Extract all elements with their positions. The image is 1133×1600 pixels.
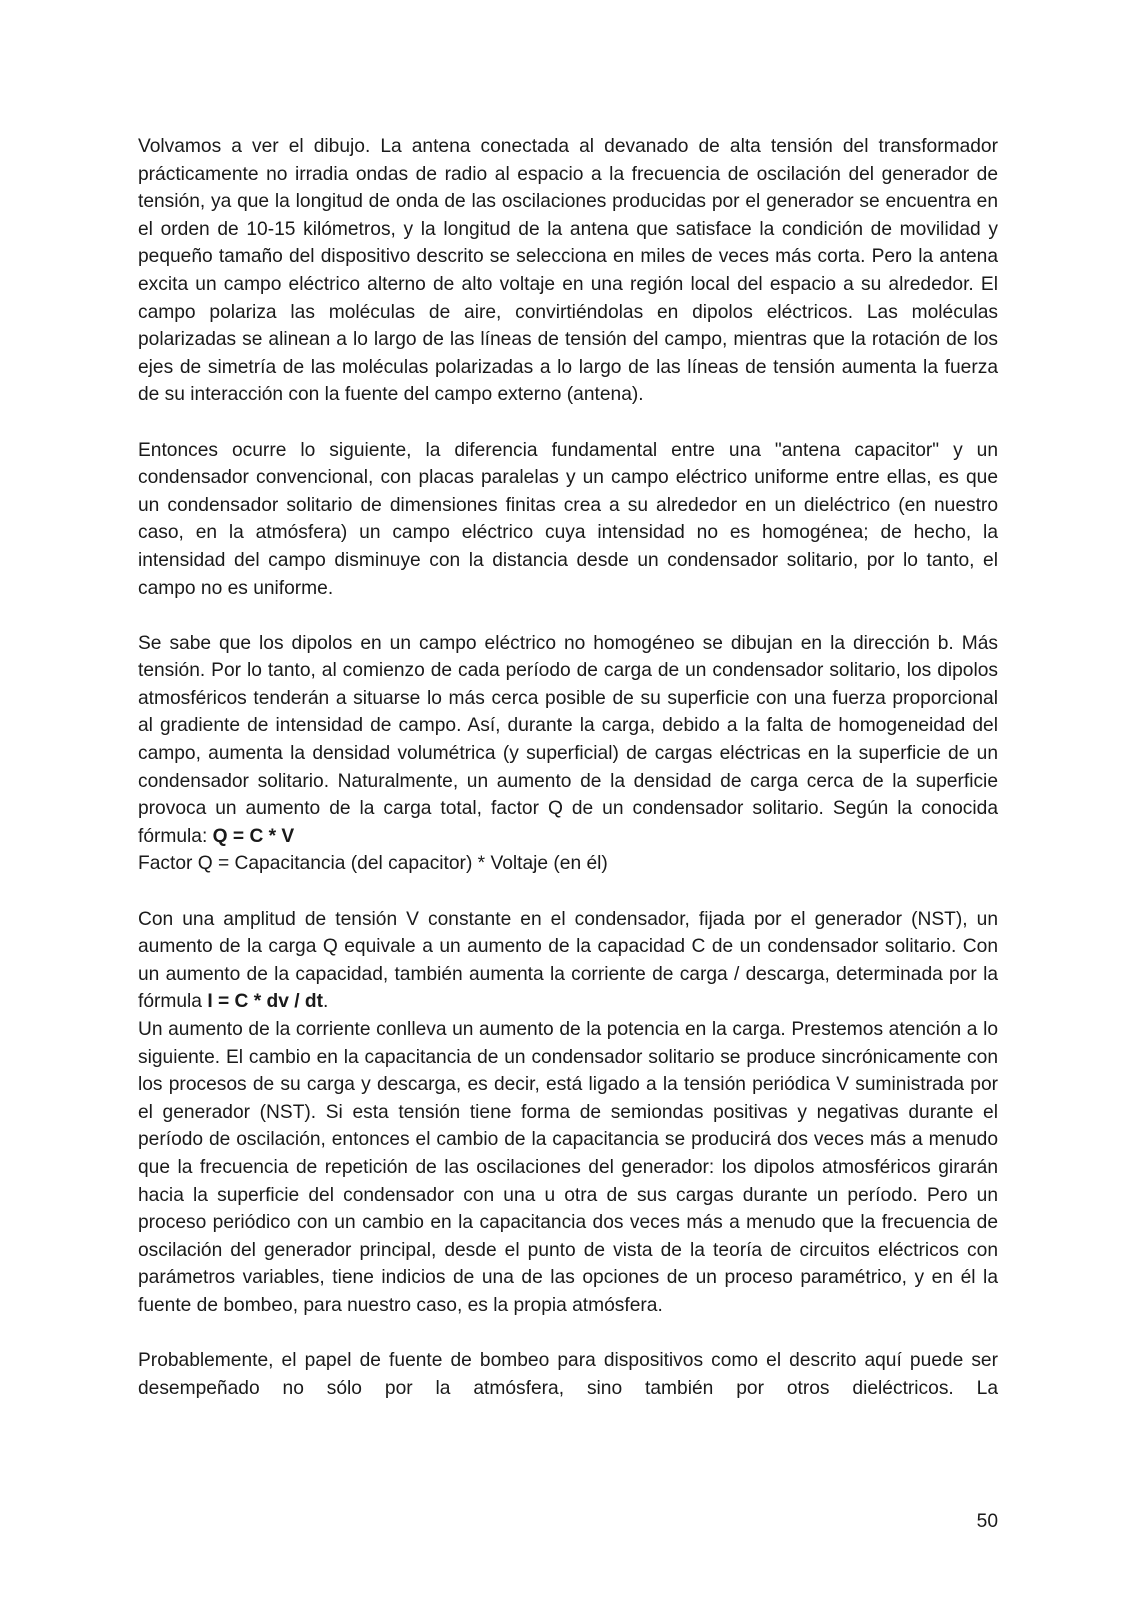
voltage-text: Con una amplitud de tensión V constante en el condensador, fijada por el generador (NST), un aumento de la carga Q equivale a un aumento de la capacidad C de un condensador solitario. Con un aumento de la capacidad, también aumenta la corriente de carga / descarga, determinada por la fórmula xyxy=(138,908,998,1013)
document-page xyxy=(138,133,998,1402)
formula-q-cv: Q = C * V xyxy=(212,825,295,847)
paragraph-pump-source: Probablemente, el papel de fuente de bombeo para dispositivos como el descrito aquí puede ser desempeñado no sólo por la atmósfera, sino también por otros dieléctricos. La xyxy=(138,1350,998,1399)
paragraph-dipoles xyxy=(138,630,998,851)
formula-i-cdvdt: I = C * dv / dt xyxy=(207,991,323,1013)
dipoles-text: Se sabe que los dipolos en un campo eléctrico no homogéneo se dibujan en la dirección b. Más tensión. Por lo tanto, al comienzo de cada período de carga de un condensador solitario, los dipolos atmosféricos tenderán a situarse lo más cerca posible de su superficie con una fuerza proporcional al gradiente de intensidad de campo. Así, durante la carga, debido a la falta de homogeneidad del campo, aumenta la densidad volumétrica (y superficial) de cargas eléctricas en la superficie de un condensador solitario. Naturalmente, un aumento de la densidad de carga cerca de la superficie provoca un aumento de la carga total, factor Q de un condensador solitario. Según la conocida fórmula: xyxy=(138,632,998,847)
page-number: 50 xyxy=(976,1511,998,1532)
paragraph-current-increase: Un aumento de la corriente conlleva un aumento de la potencia en la carga. Prestemos atención a lo siguiente. El cambio en la capacitancia de un condensador solitario se produce sincrónicamente con los procesos de su carga y descarga, es decir, está ligado a la tensión periódica V suministrada por el generador (NST). Si esta tensión tiene forma de semiondas positivas y negativas durante el período de oscilación, entonces el cambio de la capacitancia se producirá dos veces más a menudo que la frecuencia de repetición de las oscilaciones del generador: los dipolos atmosféricos girarán hacia la superficie del condensador con una u otra de sus cargas durante un período. Pero un proceso periódico con un cambio en la capacitancia dos veces más a menudo que la frecuencia de oscilación del generador principal, desde el punto de vista de la teoría de circuitos eléctricos con parámetros variables, tiene indicios de una de las opciones de un proceso paramétrico, y en él la fuente de bombeo, para nuestro caso, es la propia atmósfera. xyxy=(138,1019,998,1316)
paragraph-gap xyxy=(138,878,998,906)
paragraph-capacitor-antenna: Entonces ocurre lo siguiente, la diferencia fundamental entre una "antena capacitor" y un condensador convencional, con placas paralelas y un campo eléctrico uniforme entre ellas, es que un condensador solitario de dimensiones finitas crea a su alrededor en un dieléctrico (en nuestro caso, en la atmósfera) un campo eléctrico cuya intensidad no es homogénea; de hecho, la intensidad del campo disminuye con la distancia desde un condensador solitario, por lo tanto, el campo no es uniforme. xyxy=(138,439,998,599)
voltage-text-end: . xyxy=(323,991,329,1013)
formula-explanation: Factor Q = Capacitancia (del capacitor) * Voltaje (en él) xyxy=(138,853,608,875)
paragraph-voltage-amplitude xyxy=(138,906,998,1016)
paragraph-gap xyxy=(138,409,998,437)
paragraph-gap xyxy=(138,602,998,630)
paragraph-gap xyxy=(138,1320,998,1348)
paragraph-antenna-field: Volvamos a ver el dibujo. La antena conectada al devanado de alta tensión del transformador prácticamente no irradia ondas de radio al espacio a la frecuencia de oscilación del generador de tensión, ya que la longitud de onda de las oscilaciones producidas por el generador se encuentra en el orden de 10-15 kilómetros, y la longitud de la antena que satisface la condición de movilidad y pequeño tamaño del dispositivo descrito se selecciona en miles de veces más corta. Pero la antena excita un campo eléctrico alterno de alto voltaje en una región local del espacio a su alrededor. El campo polariza las moléculas de aire, convirtiéndolas en dipolos eléctricos. Las moléculas polarizadas se alinean a lo largo de las líneas de tensión del campo, mientras que la rotación de los ejes de simetría de las moléculas polarizadas a lo largo de las líneas de tensión aumenta la fuerza de su interacción con la fuente del campo externo (antena). xyxy=(138,136,998,406)
